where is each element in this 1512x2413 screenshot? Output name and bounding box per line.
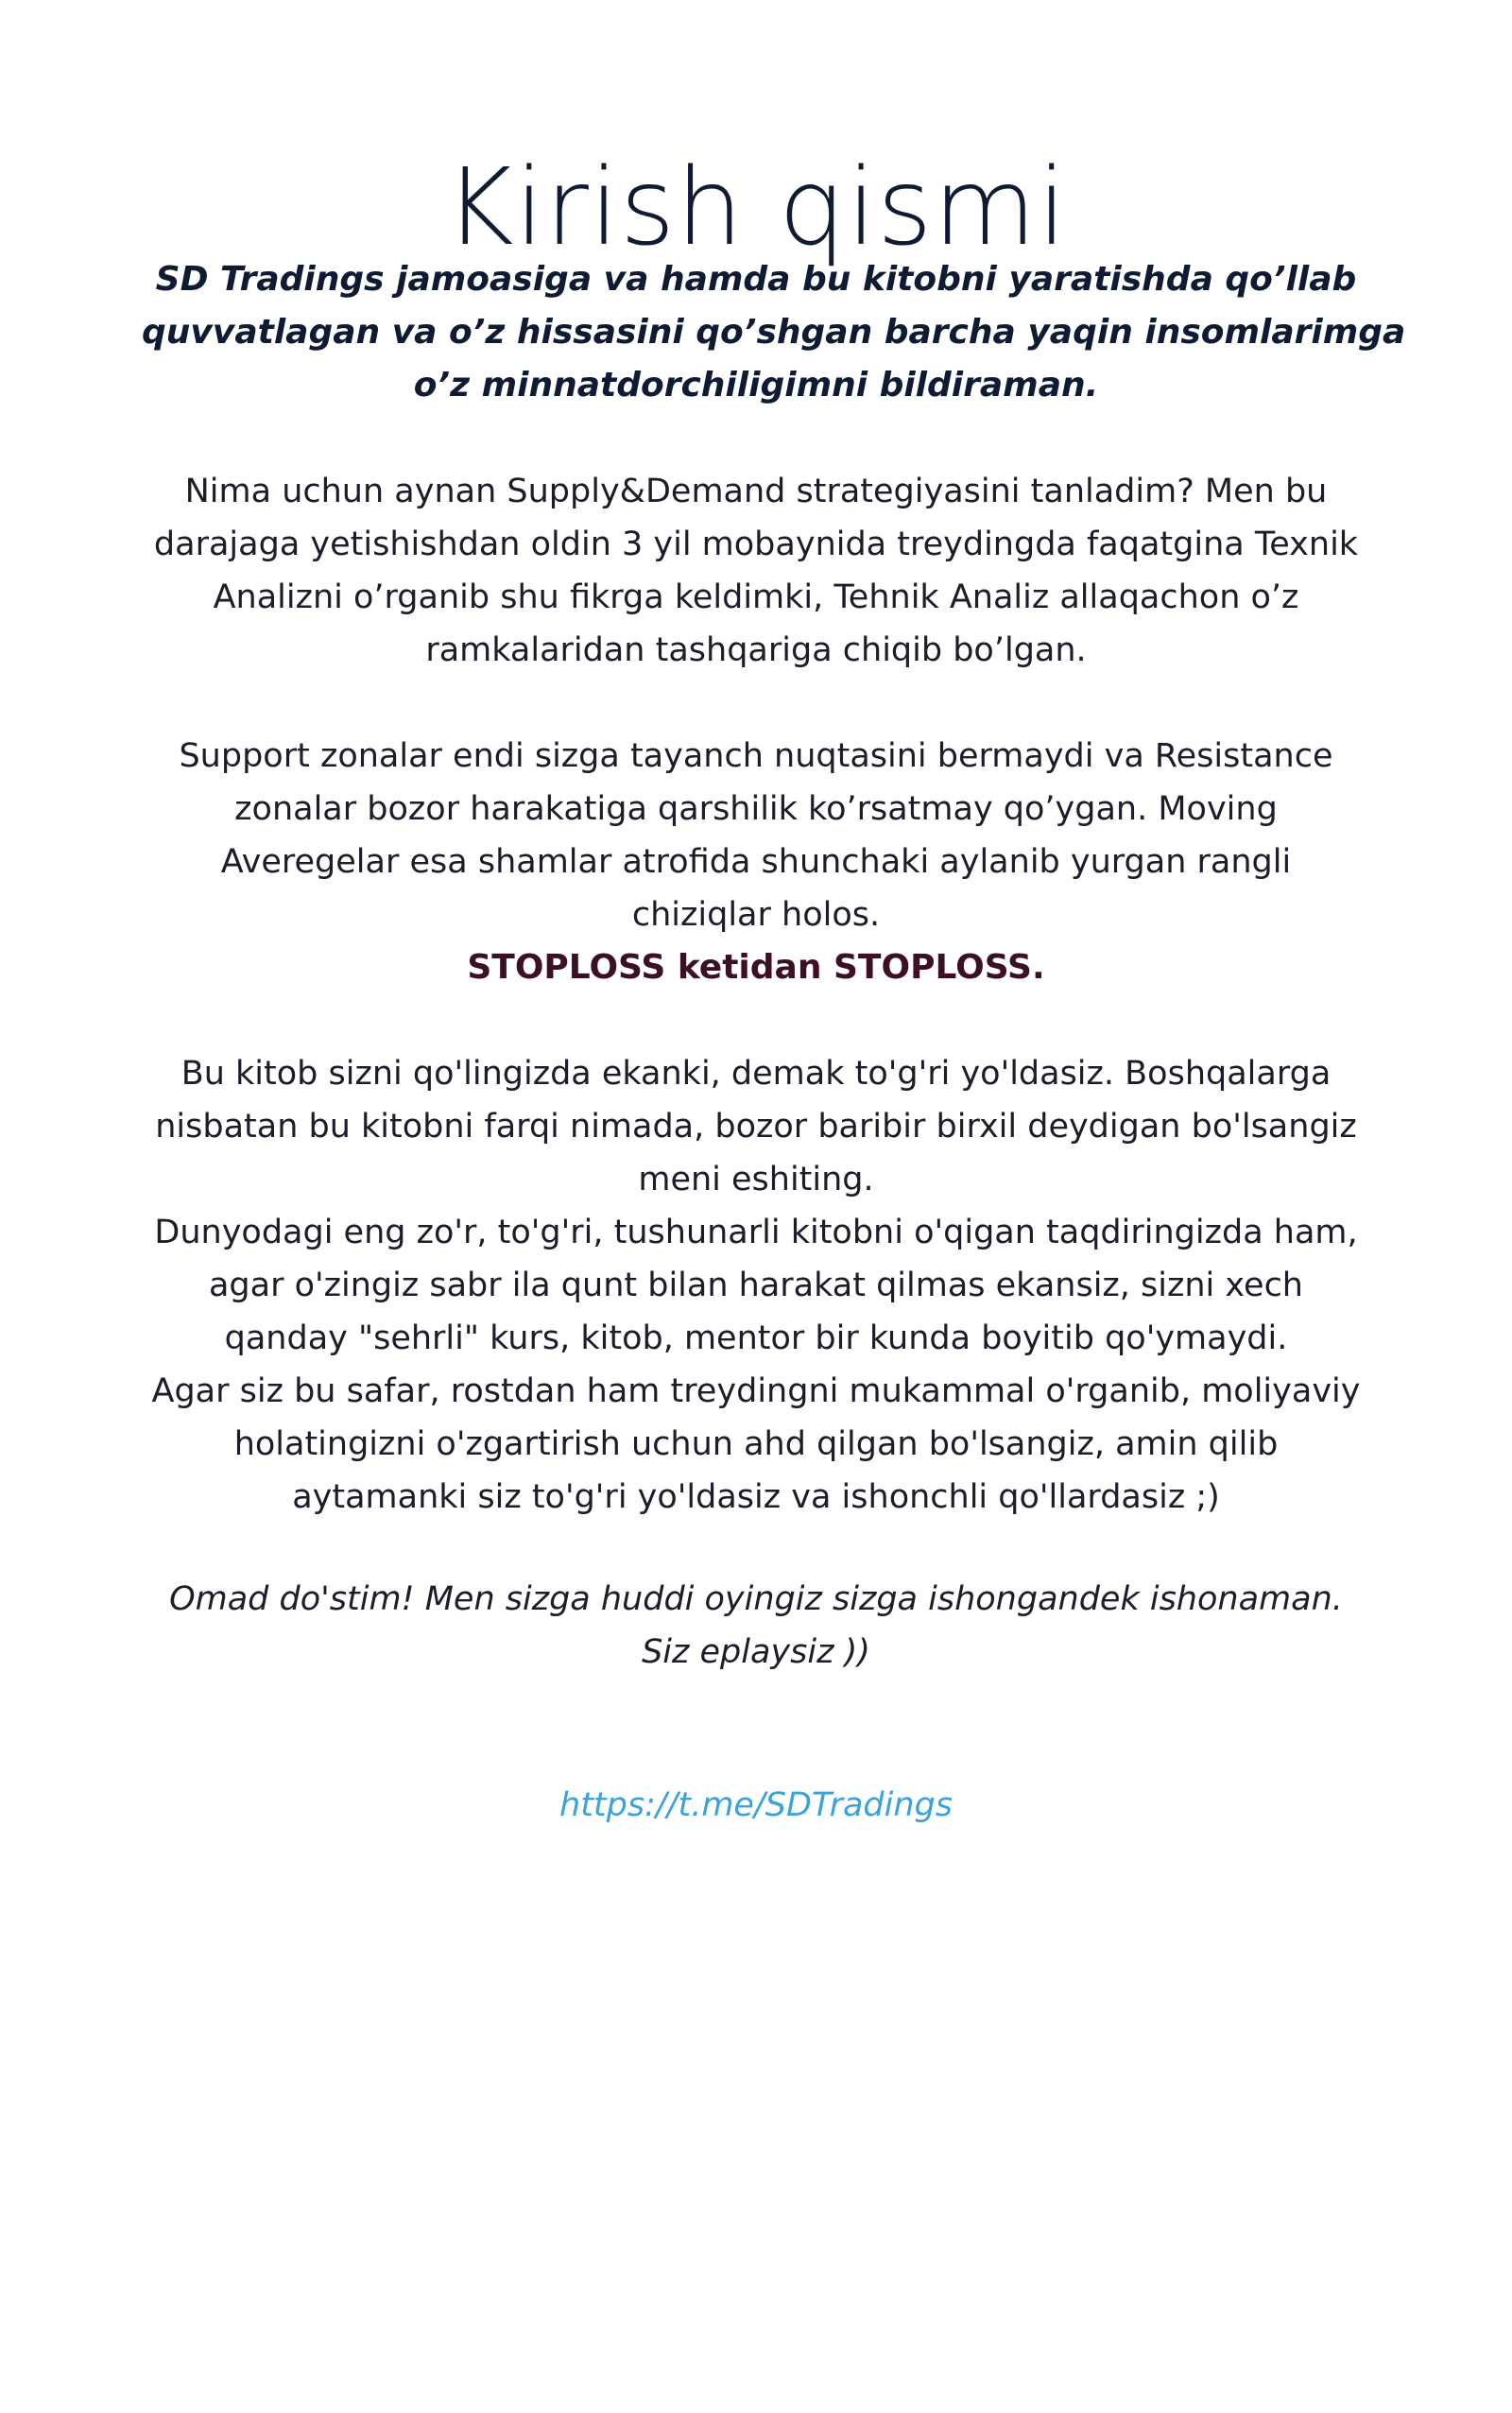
paragraph-line: agar o'zingiz sabr ila qunt bilan harakat qilmas ekansiz, sizni xech xyxy=(208,1267,1303,1304)
paragraph-why-supply-demand xyxy=(123,465,1389,677)
paragraph-line: Nima uchun aynan Supply&Demand strategiyasini tanladim? Men bu xyxy=(184,473,1328,510)
dedication-text xyxy=(142,253,1406,412)
paragraph-line: aytamanki siz to'g'ri yo'ldasiz va ishonchli qo'llardasiz ;) xyxy=(292,1478,1220,1516)
closing-line: Omad do'stim! Men sizga huddi oyingiz sizga ishongandek ishonaman. xyxy=(169,1580,1343,1618)
paragraph-line: darajaga yetishishdan oldin 3 yil mobaynida treydingda faqatgina Texnik xyxy=(153,526,1359,563)
dedication-line: o’z minnatdorchiligimni bildiraman. xyxy=(413,366,1099,405)
paragraph-support-resistance xyxy=(123,730,1389,941)
dedication-line: quvvatlagan va o’z hissasini qo’shgan barcha yaqin insomlarimga xyxy=(142,313,1406,352)
paragraph-line: zonalar bozor harakatiga qarshilik ko’rsatmay qo’ygan. Moving xyxy=(234,790,1278,828)
paragraph-line: holatingizni o'zgartirish uchun ahd qilgan bo'lsangiz, amin qilib xyxy=(233,1425,1279,1463)
closing-wish xyxy=(123,1573,1389,1679)
dedication-line: SD Tradings jamoasiga va hamda bu kitobni yaratishda qo’llab xyxy=(155,260,1357,299)
paragraph-line: Analizni o’rganib shu fikrga keldimki, Tehnik Analiz allaqachon o’z xyxy=(213,578,1299,616)
paragraph-line: Averegelar esa shamlar atrofida shunchaki aylanib yurgan rangli xyxy=(220,843,1292,881)
paragraph-line: ramkalaridan tashqariga chiqib bo’lgan. xyxy=(425,631,1087,669)
closing-line: Siz eplaysiz )) xyxy=(642,1633,870,1671)
paragraph-line: qanday "sehrli" kurs, kitob, mentor bir kunda boyitib qo'ymaydi. xyxy=(224,1319,1288,1357)
paragraph-line: Dunyodagi eng zo'r, to'g'ri, tushunarli kitobni o'qigan taqdiringizda ham, xyxy=(154,1214,1358,1251)
stoploss-warning: STOPLOSS ketidan STOPLOSS. xyxy=(467,948,1045,987)
paragraph-line: chiziqlar holos. xyxy=(631,896,881,934)
paragraph-line: Support zonalar endi sizga tayanch nuqtasini bermaydi va Resistance xyxy=(179,737,1333,775)
paragraph-book-message xyxy=(123,1047,1389,1524)
paragraph-line: meni eshiting. xyxy=(638,1161,874,1198)
telegram-link[interactable]: https://t.me/SDTradings xyxy=(559,1786,953,1824)
page-title: Kirish qismi xyxy=(444,147,1068,270)
paragraph-line: nisbatan bu kitobni farqi nimada, bozor baribir birxil deydigan bo'lsangiz xyxy=(155,1108,1357,1146)
paragraph-line: Bu kitob sizni qo'lingizda ekanki, demak to'g'ri yo'ldasiz. Boshqalarga xyxy=(180,1055,1332,1093)
paragraph-line: Agar siz bu safar, rostdan ham treydingni mukammal o'rganib, moliyaviy xyxy=(151,1372,1361,1410)
